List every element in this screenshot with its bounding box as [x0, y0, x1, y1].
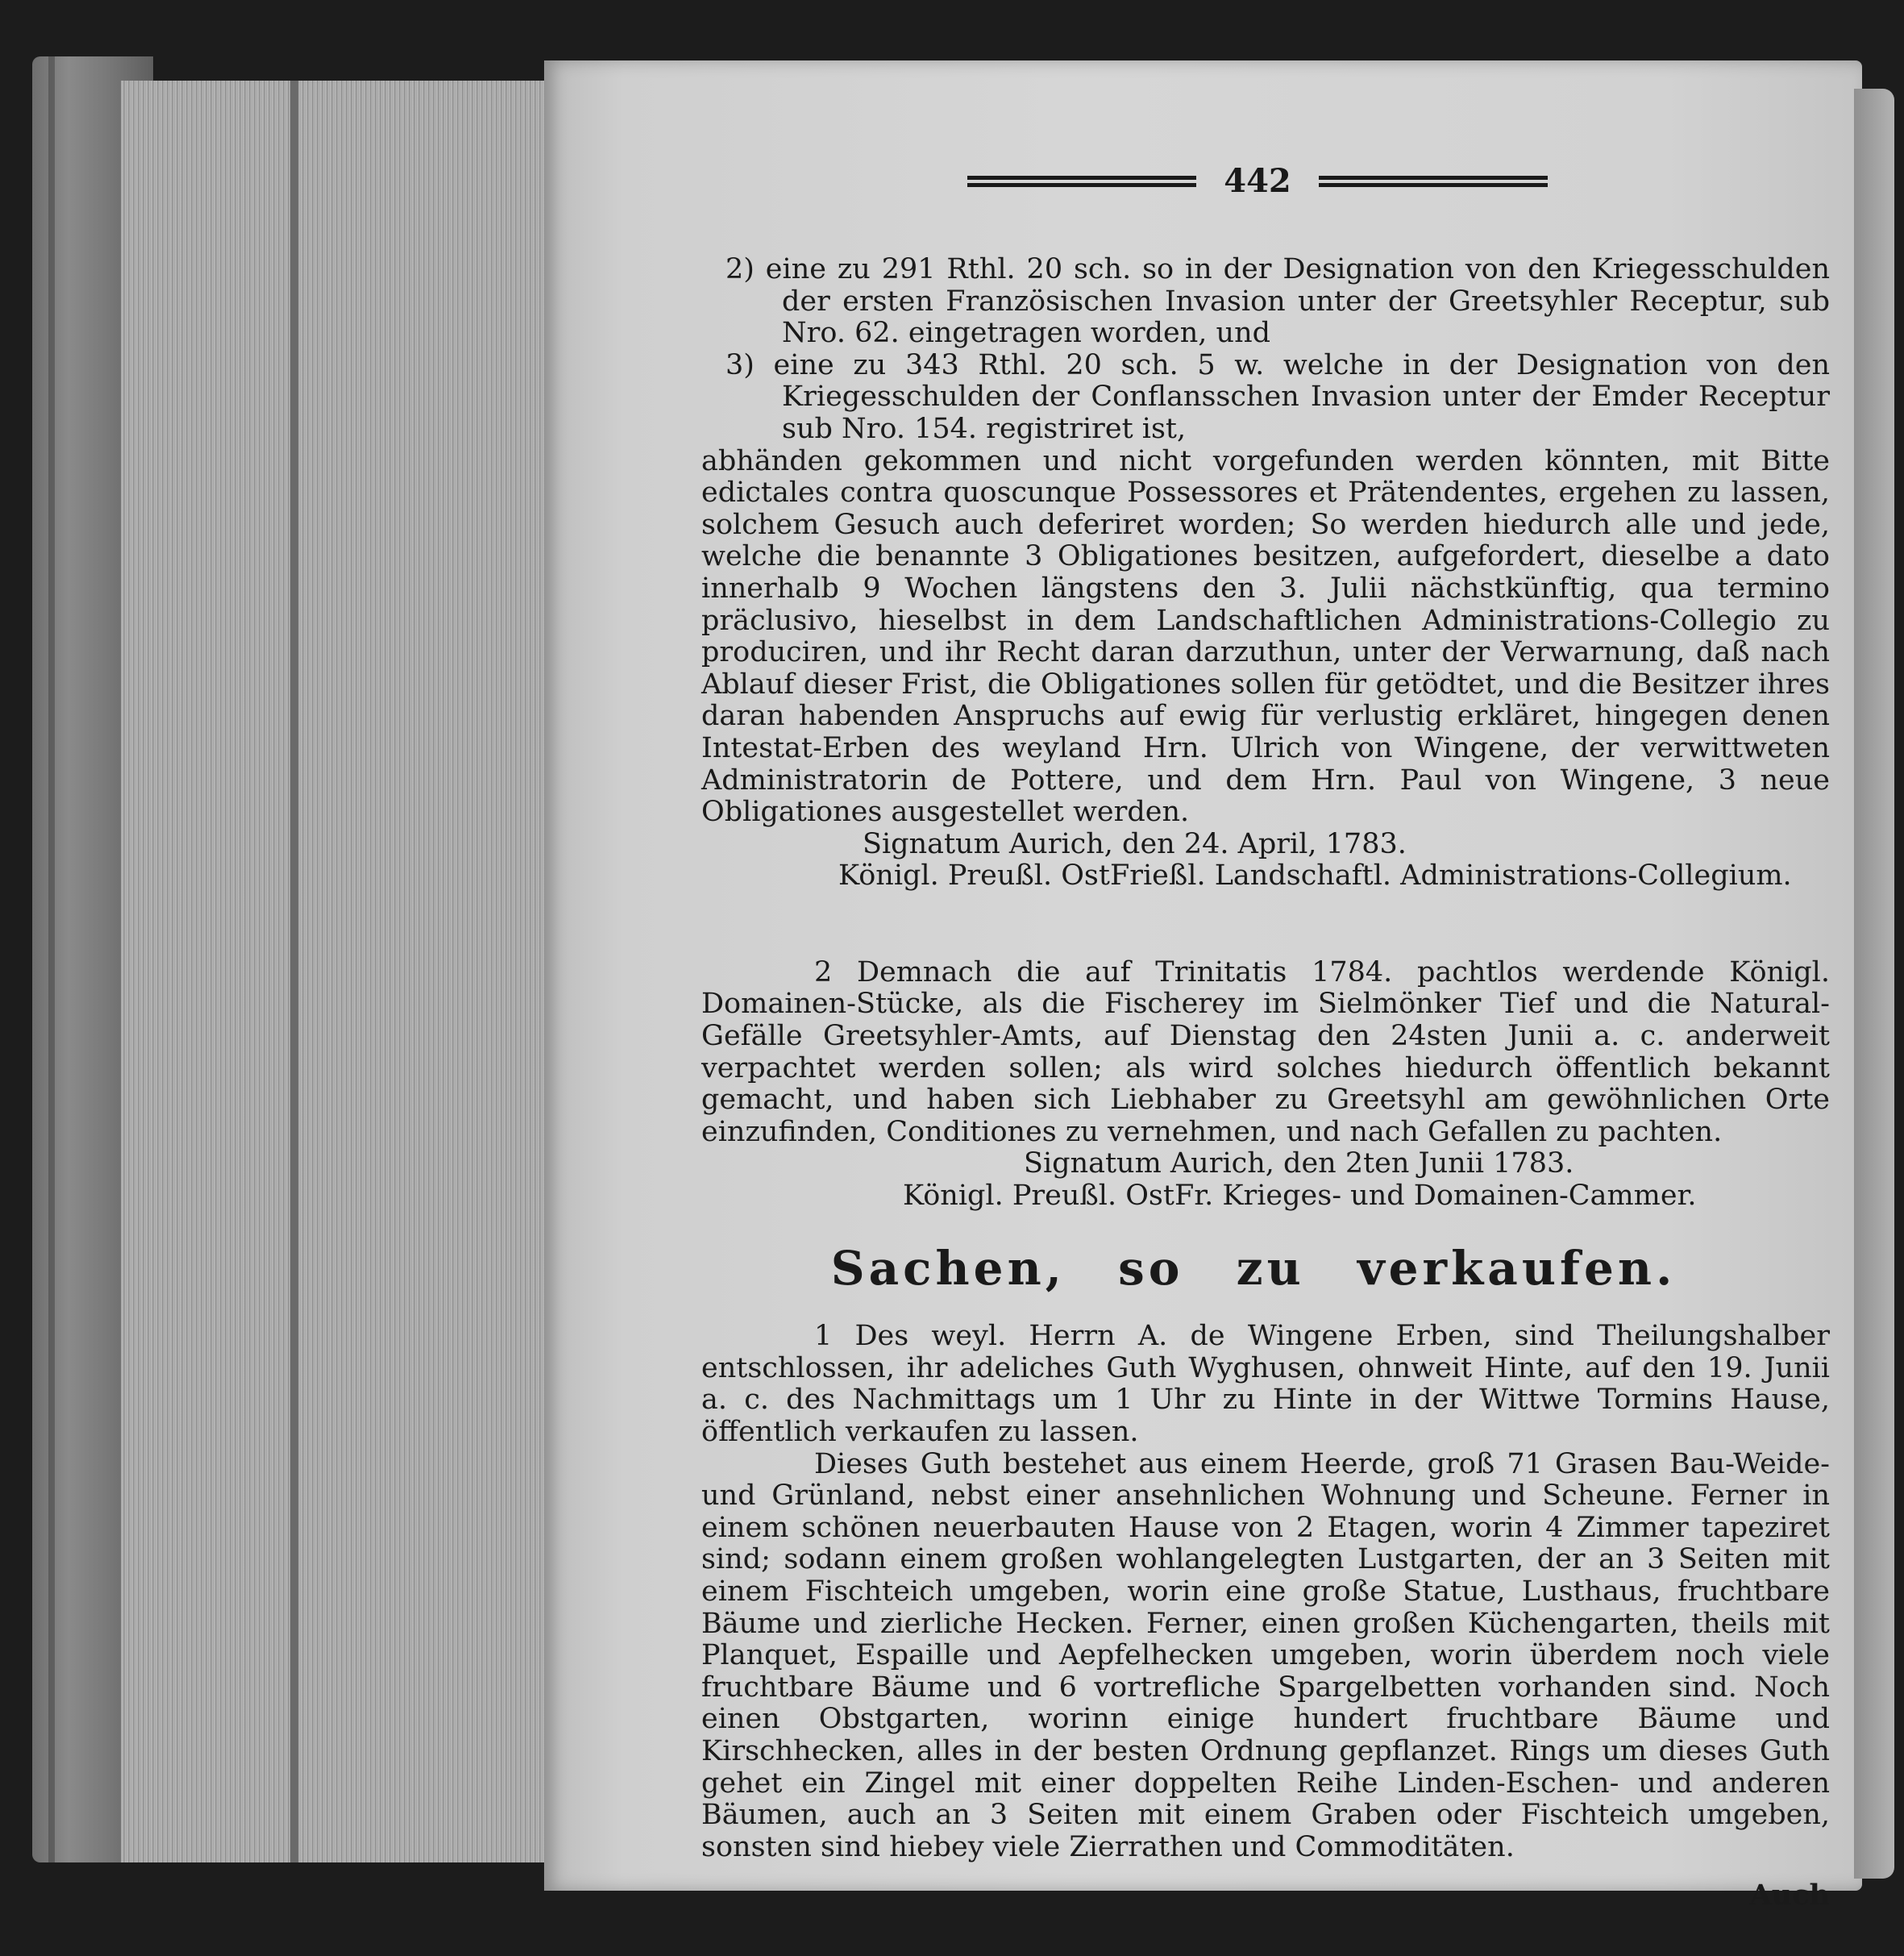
catchword: Auch: [1749, 1879, 1830, 1912]
page-number: 442: [1224, 162, 1291, 201]
notice-1-signed: Signatum Aurich, den 24. April, 1783.: [863, 827, 1407, 860]
spacer: [701, 893, 1830, 957]
next-page-edge: [1854, 89, 1894, 1879]
page-header: [967, 157, 1548, 206]
page-content: [701, 157, 1830, 1912]
notice-2-body: 2 Demnach die auf Trinitatis 1784. pachtlos werdende Königl. Domainen-Stücke, als die Fischerey im Sielmönker Tief und die Natural-Gefälle Greetsyhler-Amts, auf Dienstag den 24sten Junii a. c. anderweit verpachtet werden sollen; als wird solches hiedurch öffentlich bekannt gemacht, und haben sich Liebhaber zu Greetsyhl am gewöhnlichen Orte einzufinden, Conditiones zu vernehmen, und nach Gefallen zu pachten.: [701, 955, 1830, 1148]
header-rule-right: [1319, 176, 1548, 187]
list-item: 2) eine zu 291 Rthl. 20 sch. so in der Designation von den Kriegesschulden der ersten Französischen Invasion unter der Greetsyhler Receptur, sub Nro. 62. eingetragen worden, und: [725, 253, 1830, 350]
header-rule-left: [967, 176, 1196, 187]
page-edges: [121, 81, 548, 1862]
list-item: 3) eine zu 343 Rthl. 20 sch. 5 w. welche in der Designation von den Kriegesschulden der Conflansschen Invasion unter der Emder Receptur sub Nro. 154. registriret ist,: [725, 348, 1830, 445]
notice-2-authority: Königl. Preußl. OstFr. Krieges- und Domainen-Cammer.: [903, 1180, 1697, 1213]
sale-paragraph-2: Dieses Guth bestehet aus einem Heerde, groß 71 Grasen Bau-Weide- und Grünland, nebst einer ansehnlichen Wohnung und Scheune. Ferner in einem schönen neuerbauten Hause von 2 Etagen, worin 4 Zimmer tapeziret sind; sodann einem großen wohlangelegten Lustgarten, der an 3 Seiten mit einem Fischteich umgeben, worin eine große Statue, Lusthaus, fruchtbare Bäume und zierliche Hecken. Ferner, einen großen Küchengarten, theils mit Planquet, Espaille und Aepfelhecken umgeben, worin überdem noch viele fruchtbare Bäume und 6 vortrefliche Spargelbetten vorhanden sind. Noch einen Obstgarten, worinn einige hundert fruchtbare Bäume und Kirschhecken, alles in der besten Ordnung gepflanzet. Rings um dieses Guth gehet ein Zingel mit einer doppelten Reihe Linden-Eschen- und anderen Bäumen, auch an 3 Seiten mit einem Graben oder Fischteich umgeben, sonsten sind hiebey viele Zierrathen und Commoditäten.: [701, 1447, 1830, 1863]
section-title: Sachen, so zu verkaufen.: [830, 1240, 1677, 1296]
notice-2-signed: Signatum Aurich, den 2ten Junii 1783.: [1024, 1147, 1574, 1180]
sale-paragraph-1: 1 Des weyl. Herrn A. de Wingene Erben, sind Theilungshalber entschlossen, ihr adeliches Guth Wyghusen, ohnweit Hinte, auf den 19. Junii a. c. des Nachmittags um 1 Uhr zu Hinte in der Wittwe Tormins Hause, öffentlich verkaufen zu lassen.: [701, 1320, 1830, 1448]
notice-1-body: abhänden gekommen und nicht vorgefunden werden könnten, mit Bitte edictales contra quoscunque Possessores et Prätendentes, ergehen zu lassen, solchem Gesuch auch deferiret worden; So werden hiedurch alle und jede, welche die benannte 3 Obligationes besitzen, aufgefordert, dieselbe a dato innerhalb 9 Wochen längstens den 3. Julii nächstkünftig, qua termino präclusivo, hieselbst in dem Landschaftlichen Administrations-Collegio zu produciren, und ihr Recht daran darzuthun, unter der Verwarnung, daß nach Ablauf dieser Frist, die Obligationes sollen für getödtet, und die Besitzer ihres daran habenden Anspruchs auf ewig für verlustig erkläret, hingegen denen Intestat-Erben des weyland Hrn. Ulrich von Wingene, der verwittweten Administratorin de Pottere, und dem Hrn. Paul von Wingene, 3 neue Obligationes ausgestellet werden.: [701, 444, 1830, 829]
notice-1-authority: Königl. Preußl. OstFrießl. Landschaftl. Administrations-Collegium.: [838, 859, 1792, 893]
